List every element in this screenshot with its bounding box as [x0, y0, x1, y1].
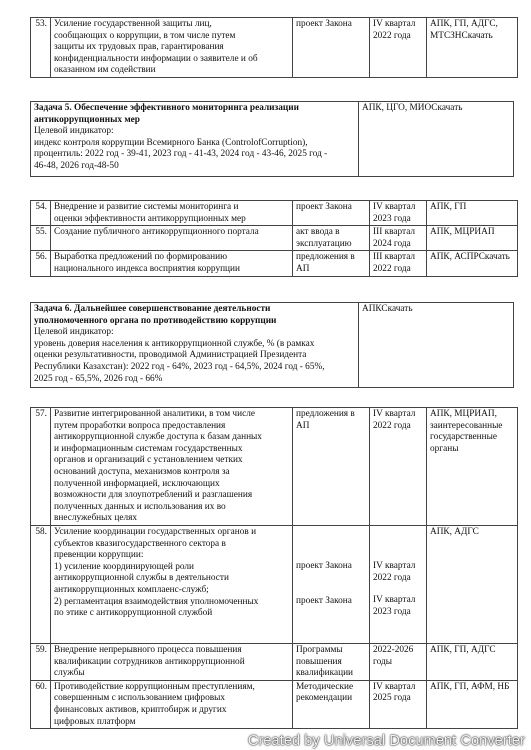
row-measure [51, 18, 293, 78]
row-measure-line: полученных данных и использования их во [54, 501, 226, 512]
plan-table-top [30, 17, 518, 78]
row-measure-line: цифровых платформ [54, 716, 136, 727]
row-form-line: проект Закона [296, 19, 352, 29]
row-number-line: 54. [35, 202, 47, 212]
row-form: проект Закона проект Закона [293, 525, 370, 643]
task-6-responsible: АПКСкачать [359, 303, 514, 388]
row-form-line: предложения в [296, 409, 355, 419]
row-measure-line: Выработка предложений по формированию [54, 252, 228, 263]
row-measure-line: квалификации сотрудников антикоррупционной [54, 656, 245, 667]
row-measure [51, 226, 293, 251]
table-row-58 [31, 525, 518, 643]
row-responsible-line: АПК, ГП, АДГС, [430, 19, 498, 29]
row-responsible-line: государственные [430, 432, 498, 443]
table-row [31, 643, 518, 680]
row-measure [51, 201, 293, 226]
row-measure-line: Усиление государственной защиты лиц, [54, 19, 212, 29]
row-term-line: годы [373, 656, 392, 667]
row-responsible [427, 408, 518, 526]
row-number [31, 643, 51, 680]
row-form [293, 18, 370, 78]
table-row [31, 680, 518, 728]
row-form [293, 226, 370, 251]
row-responsible-line: МТСЗНСкачать [430, 30, 493, 41]
row-term-line: 2022 года [373, 30, 411, 41]
row-responsible-line: АПК, МЦРИАП, [430, 409, 497, 419]
row-responsible-line: АПК, ГП, АДГС [430, 644, 496, 655]
row-number-line: 57. [35, 409, 47, 419]
task-6-cell [31, 303, 359, 388]
row-measure-line: полученной информацией, исключающих [54, 478, 220, 489]
row-term [370, 680, 427, 728]
row-term-line: 2023 года [373, 213, 411, 224]
row-responsible [427, 18, 518, 78]
row-term-line: III квартал [373, 252, 416, 263]
row-measure [51, 251, 293, 276]
row-form-line: рекомендации [296, 693, 353, 704]
row-responsible [427, 226, 518, 251]
row-measure-line: совершенным с использованием цифровых [54, 693, 226, 704]
row-responsible: АПК, АДГС [427, 525, 518, 643]
row-term-line: IV квартал [373, 202, 416, 212]
row-number [31, 408, 51, 526]
plan-table-mid [30, 200, 518, 277]
row-number [31, 226, 51, 251]
row-number: 58. [31, 525, 51, 643]
row-measure: Усиление координации государственных органов и субъектов квазигосударственного сектора в превенции коррупции: 1) усиление координирующей роли антикоррупционной службы в деятельности антикоррупционных комплаенс-служб; 2) регламентация взаимодействия уполномоченных по этике с антикоррупционной службой [51, 525, 293, 643]
row-form-line: предложения в [296, 252, 355, 263]
row-form [293, 201, 370, 226]
row-measure-line: антикоррупционной службе доступа к базам данных [54, 432, 262, 443]
row-term-line: 2024 года [373, 238, 411, 249]
row-term [370, 408, 427, 526]
row-measure-line: Внедрение и развитие системы мониторинга и [54, 202, 239, 212]
row-term [370, 18, 427, 78]
row-responsible [427, 201, 518, 226]
row-measure-line: Противодействие коррупционным преступлениям, [54, 681, 255, 692]
row-measure-line: конфиденциальности информации о заявителе и об [54, 53, 258, 64]
row-measure-line: национального индекса восприятия коррупции [54, 263, 240, 274]
row-number-line: 59. [35, 644, 47, 655]
row-measure-line: Развитие интегрированной аналитики, в том числе [54, 409, 255, 419]
row-measure-line: Внедрение непрерывного процесса повышения [54, 644, 242, 655]
table-row [31, 226, 518, 251]
row-number-line: 55. [35, 227, 47, 238]
row-measure-line: службы [54, 668, 85, 679]
row-number [31, 18, 51, 78]
table-row [31, 251, 518, 276]
row-number [31, 680, 51, 728]
row-term [370, 201, 427, 226]
row-measure [51, 680, 293, 728]
row-form-line: повышения [296, 656, 342, 667]
row-term-line: III квартал [373, 227, 416, 238]
row-responsible [427, 251, 518, 276]
row-responsible [427, 680, 518, 728]
row-measure [51, 643, 293, 680]
row-form-line: акт ввода в [296, 227, 340, 238]
task-5-indicator: Целевой индикатор: индекс контроля коррупции Всемирного Банка (ControlofCorruption), процентиль: 2022 год - 39-41, 2023 год - 41-43, 2024 год - 43-46, 2025 год - 46-48, 2026 год-48-50 [34, 126, 328, 171]
row-responsible-line: АПК, АСПРСкачать [430, 252, 510, 263]
converter-watermark: Created by Universal Document Converter [247, 733, 525, 750]
row-term [370, 251, 427, 276]
row-form-line: Программы [296, 644, 343, 655]
row-form [293, 408, 370, 526]
row-responsible-line: органы [430, 443, 459, 454]
row-form-line: АП [296, 420, 310, 431]
row-measure-line: путем проработки вопроса предоставления [54, 420, 226, 431]
row-term-line: 2022-2026 [373, 644, 414, 655]
row-term [370, 226, 427, 251]
row-measure-line: защиты их трудовых прав, гарантирования [54, 42, 224, 53]
row-form-line: эксплуатацию [296, 238, 352, 249]
row-measure-line: сообщающих о коррупции, в том числе путем [54, 30, 236, 41]
row-form [293, 680, 370, 728]
task-6-title: Задача 6. Дальнейшее совершенствование деятельности уполномоченного органа по противодействию коррупции [34, 304, 277, 326]
row-form [293, 251, 370, 276]
task-5-title: Задача 5. Обеспечение эффективного мониторинга реализации антикоррупционных мер [34, 103, 299, 125]
row-term-line: 2022 года [373, 420, 411, 431]
table-row [31, 201, 518, 226]
row-number [31, 251, 51, 276]
row-form-line: квалификации [296, 668, 354, 679]
task-5-responsible: АПК, ЦГО, МИОСкачать [359, 102, 514, 177]
row-measure-line: органов и организаций с установлением четких [54, 455, 243, 466]
row-responsible-line: АПК, ГП [430, 202, 467, 212]
row-term: IV квартал 2022 года IV квартал 2023 года [370, 525, 427, 643]
row-number-line: 53. [35, 19, 47, 29]
row-term-line: IV квартал [373, 681, 416, 692]
row-form-line: АП [296, 263, 310, 274]
task-5-cell [31, 102, 359, 177]
row-measure-line: оказанном им содействии [54, 65, 156, 76]
row-responsible-line: АПК, МЦРИАП [430, 227, 495, 238]
row-measure [51, 408, 293, 526]
row-term-line: 2025 года [373, 693, 411, 704]
row-number [31, 201, 51, 226]
row-form-line: проект Закона [296, 202, 352, 212]
row-responsible [427, 643, 518, 680]
row-term-line: IV квартал [373, 409, 416, 419]
row-measure-line: оснований доступа, механизмов контроля за [54, 466, 230, 477]
table-row [31, 408, 518, 526]
row-measure-line: оценки эффективности антикоррупционных мер [54, 213, 246, 224]
row-responsible-line: заинтересованные [430, 420, 503, 431]
task-5-block [30, 101, 514, 177]
row-measure-line: финансовых активов, криптобирж и других [54, 704, 227, 715]
task-6-indicator: Целевой индикатор: уровень доверия населения к антикоррупционной службе, % (в рамках оценки результативности, проводимой Администрацией Президента Республики Казахстан): 2022 год - 64%, 2023 год - 64,5%, 2024 год - 65%, 2025 год - 65,5%, 2026 год - 66% [34, 327, 325, 384]
plan-table-bottom [30, 407, 518, 729]
row-number-line: 56. [35, 252, 47, 263]
row-term [370, 643, 427, 680]
row-number-line: 60. [35, 681, 47, 692]
row-measure-line: и информационным системам государственных [54, 443, 243, 454]
row-term-line: IV квартал [373, 19, 416, 29]
table-row [31, 18, 518, 78]
row-measure-line: внеслужебных целях [54, 513, 138, 524]
row-measure-line: возможности для злоупотреблений и разглашения [54, 490, 253, 501]
row-form-line: Методические [296, 681, 354, 692]
row-form [293, 643, 370, 680]
task-6-block [30, 302, 514, 388]
row-term-line: 2022 года [373, 263, 411, 274]
row-measure-line: Создание публичного антикоррупционного портала [54, 227, 259, 238]
row-responsible-line: АПК, ГП, АФМ, НБ [430, 681, 510, 692]
